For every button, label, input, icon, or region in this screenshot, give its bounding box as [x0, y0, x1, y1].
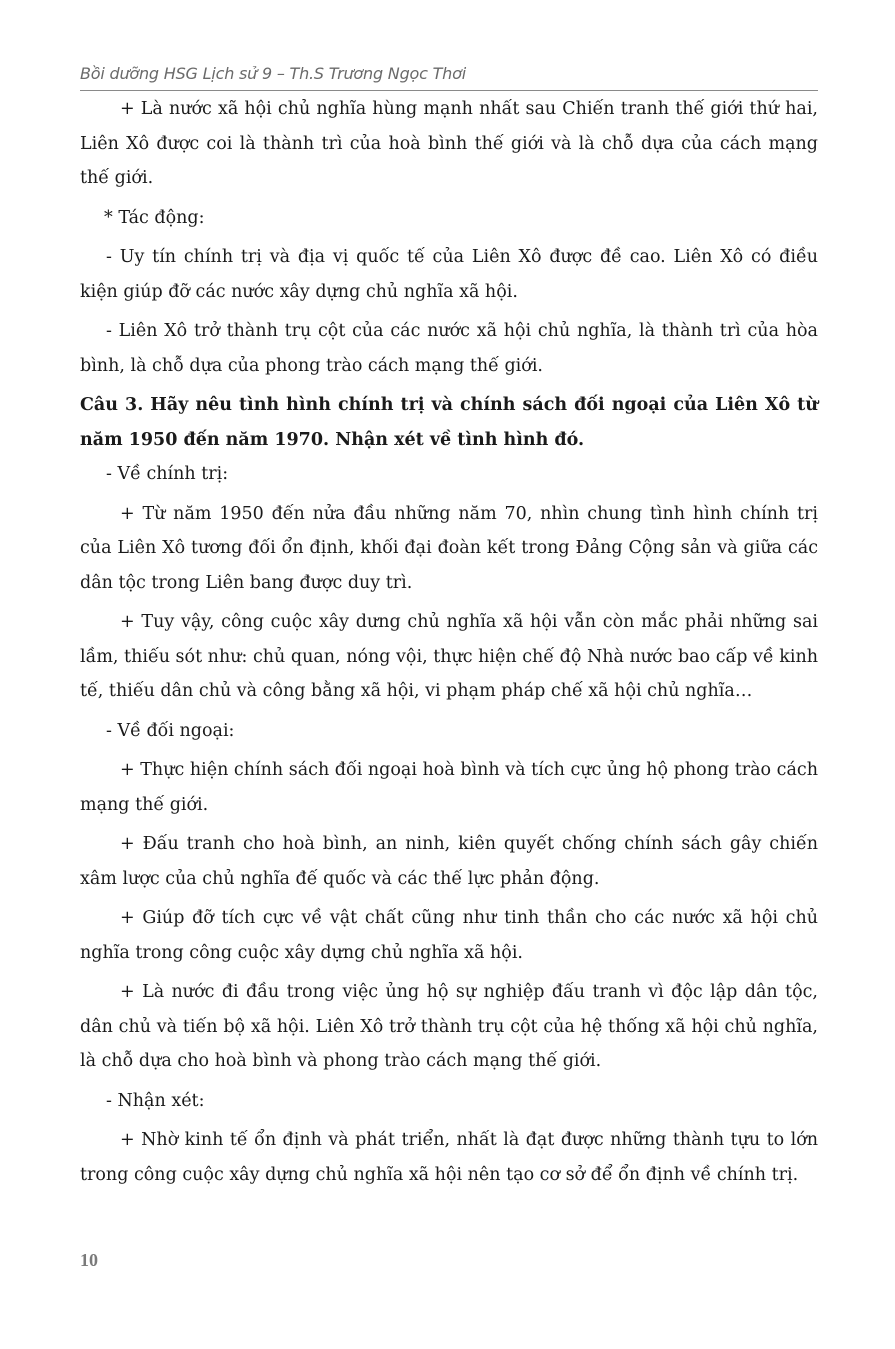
page-body — [80, 92, 818, 1192]
paragraph-impact-pillar: - Liên Xô trở thành trụ cột của các nước xã hội chủ nghĩa, là thành trì của hòa bình, là chỗ dựa của phong trào cách mạng thế giới. — [80, 321, 818, 376]
paragraph-politics-mistakes: + Tuy vậy, công cuộc xây dưng chủ nghĩa xã hội vẫn còn mắc phải những sai lầm, thiếu sót như: chủ quan, nóng vội, thực hiện chế độ Nhà nước bao cấp về kinh tế, thiếu dân chủ và công bằng xã hội, vi phạm pháp chế xã hội chủ nghĩa… — [80, 612, 818, 701]
paragraph-politics-heading: - Về chính trị: — [106, 464, 229, 484]
paragraph-impact-prestige: - Uy tín chính trị và địa vị quốc tế của Liên Xô được đề cao. Liên Xô có điều kiện giúp đỡ các nước xây dựng chủ nghĩa xã hội. — [80, 247, 818, 302]
page-number: 10 — [80, 1250, 98, 1270]
paragraph-comment-heading: - Nhận xét: — [106, 1090, 205, 1111]
paragraph-foreign-aid: + Giúp đỡ tích cực về vật chất cũng như tinh thần cho các nước xã hội chủ nghĩa trong công cuộc xây dựng chủ nghĩa xã hội. — [80, 908, 818, 963]
paragraph-comment-economy: + Nhờ kinh tế ổn định và phát triển, nhất là đạt được những thành tựu to lớn trong công cuộc xây dựng chủ nghĩa xã hội nên tạo cơ sở để ổn định về chính trị. — [80, 1130, 818, 1185]
page-header — [80, 62, 818, 91]
question-3-heading: Câu 3. Hãy nêu tình hình chính trị và chính sách đối ngoại của Liên Xô từ năm 1950 đến năm 1970. Nhận xét về tình hình đó. — [80, 395, 818, 450]
paragraph-foreign-leader: + Là nước đi đầu trong việc ủng hộ sự nghiệp đấu tranh vì độc lập dân tộc, dân chủ và tiến bộ xã hội. Liên Xô trở thành trụ cột của hệ thống xã hội chủ nghĩa, là chỗ dựa cho hoà bình và phong trào cách mạng thế giới. — [80, 982, 818, 1071]
paragraph-soviet-strength: + Là nước xã hội chủ nghĩa hùng mạnh nhất sau Chiến tranh thế giới thứ hai, Liên Xô được coi là thành trì của hoà bình thế giới và là chỗ dựa của cách mạng thế giới. — [80, 99, 818, 188]
paragraph-foreign-peace: + Thực hiện chính sách đối ngoại hoà bình và tích cực ủng hộ phong trào cách mạng thế giới. — [80, 760, 818, 815]
paragraph-politics-stable: + Từ năm 1950 đến nửa đầu những năm 70, nhìn chung tình hình chính trị của Liên Xô tương đối ổn định, khối đại đoàn kết trong Đảng Cộng sản và giữa các dân tộc trong Liên bang được duy trì. — [80, 503, 818, 593]
paragraph-foreign-heading: - Về đối ngoại: — [106, 720, 235, 741]
header-title: Bồi dưỡng HSG Lịch sử 9 – Th.S Trương Ngọc Thơi — [80, 64, 466, 83]
paragraph-foreign-struggle: + Đấu tranh cho hoà bình, an ninh, kiên quyết chống chính sách gây chiến xâm lược của chủ nghĩa đế quốc và các thế lực phản động. — [80, 834, 818, 889]
paragraph-impact-heading: * Tác động: — [104, 207, 205, 228]
